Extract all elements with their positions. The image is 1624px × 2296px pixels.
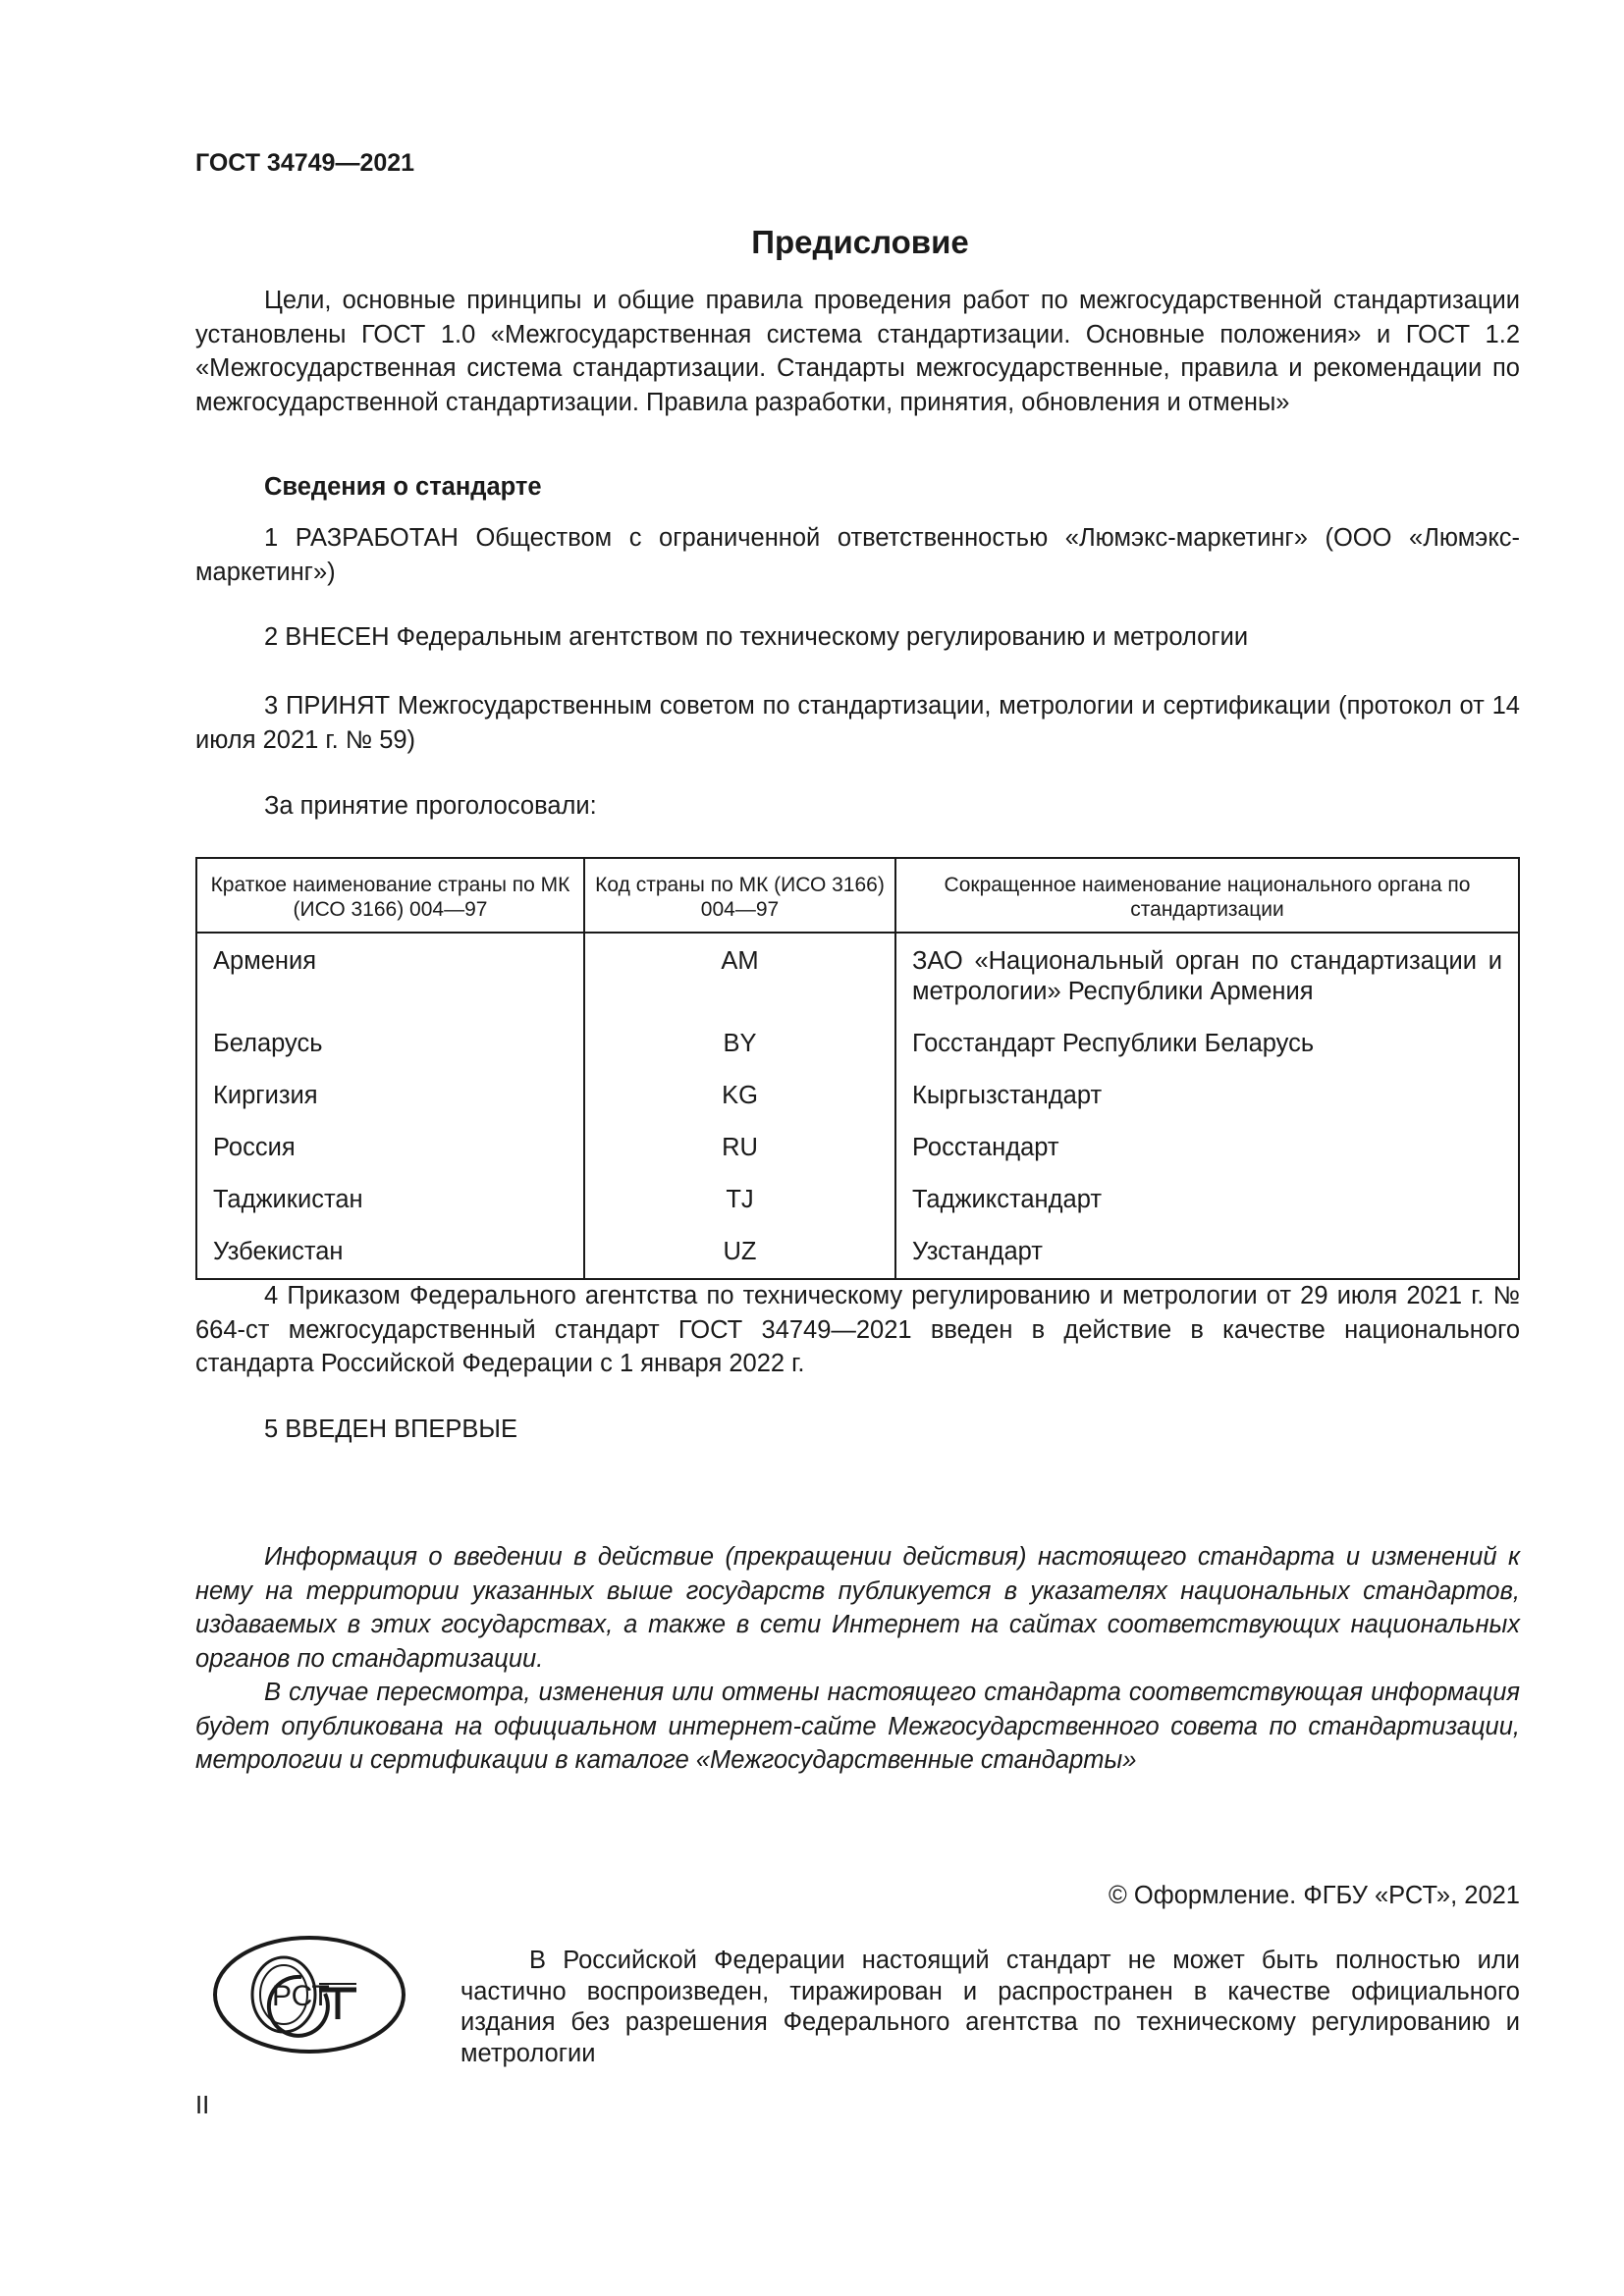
organ-cell: Кыргызстандарт [912, 1082, 1103, 1109]
code-cell: UZ [584, 1234, 895, 1279]
table-row [196, 1234, 1519, 1279]
code-cell: AM [584, 933, 895, 1026]
column-header-country: Краткое наименование страны по МК (ИСО 3166) 004—97 [196, 858, 584, 933]
organ-cell: ЗАО «Национальный орган по стандартизации и метрологии» Республики Армения [912, 947, 1502, 1005]
country-cell: Армения [196, 933, 584, 1026]
table-header-row [196, 858, 1519, 933]
table-row [196, 1026, 1519, 1078]
italic-revision-paragraph: В случае пересмотра, изменения или отмены настоящего стандарта соответствующая информация будет опубликована на официальном интернет-сайте Межгосударственного совета по стандартизации, метрологии и сертификации в каталоге «Межгосударственные стандарты» [195, 1679, 1520, 1774]
intro-paragraph: Цели, основные принципы и общие правила проведения работ по межгосударственной стандартизации установлены ГОСТ 1.0 «Межгосударственная система стандартизации. Основные положения» и ГОСТ 1.2 «Межгосударственная система стандартизации. Стандарты межгосударственные, правила и рекомендации по межгосударственной стандартизации. Правила разработки, принятия, обновления и отмены» [195, 287, 1520, 416]
code-cell: RU [584, 1130, 895, 1182]
organ-cell: Госстандарт Республики Беларусь [912, 1030, 1315, 1057]
country-cell: Россия [196, 1130, 584, 1182]
copyright: © Оформление. ФГБУ «РСТ», 2021 [1109, 1882, 1520, 1909]
code-cell: KG [584, 1078, 895, 1130]
info-heading: Сведения о стандарте [264, 473, 542, 501]
organ-cell: Росстандарт [912, 1134, 1059, 1161]
item-first-introduced: 5 ВВЕДЕН ВПЕРВЫЕ [264, 1415, 518, 1443]
table-row [196, 1130, 1519, 1182]
standard-code: ГОСТ 34749—2021 [195, 149, 415, 177]
page-number: II [195, 2092, 210, 2119]
rst-logo-icon [211, 1933, 407, 2056]
page-title: Предисловие [751, 224, 969, 260]
column-header-organ: Сокращенное наименование национального органа по стандартизации [895, 858, 1519, 933]
item-enacted: 4 Приказом Федерального агентства по техническому регулированию и метрологии от 29 июля 2021 г. № 664-ст межгосударственный стандарт ГОСТ 34749—2021 введен в действие в качестве национального стандарта Российской Федерации с 1 января 2022 г. [195, 1282, 1520, 1377]
voting-table [195, 857, 1520, 1280]
country-cell: Беларусь [196, 1026, 584, 1078]
organ-cell: Узстандарт [912, 1238, 1043, 1265]
organ-cell: Таджикстандарт [912, 1186, 1103, 1213]
code-cell: TJ [584, 1182, 895, 1234]
country-cell: Узбекистан [196, 1234, 584, 1279]
country-cell: Киргизия [196, 1078, 584, 1130]
code-cell: BY [584, 1026, 895, 1078]
table-row [196, 933, 1519, 1026]
table-row [196, 1182, 1519, 1234]
item-submitted: 2 ВНЕСЕН Федеральным агентством по техническому регулированию и метрологии [264, 623, 1249, 651]
item-developed: 1 РАЗРАБОТАН Обществом с ограниченной ответственностью «Люмэкс-маркетинг» (ООО «Люмэкс-маркетинг») [195, 524, 1520, 586]
copyright-notice: В Российской Федерации настоящий стандарт не может быть полностью или частично воспроизведен, тиражирован и распространен в качестве официального издания без разрешения Федерального агентства по техническому регулированию и метрологии [460, 1947, 1520, 2067]
table-row [196, 1078, 1519, 1130]
logo-text: РСТ [272, 1980, 330, 2012]
voted-label: За принятие проголосовали: [264, 792, 597, 820]
italic-info-paragraph: Информация о введении в действие (прекращении действия) настоящего стандарта и изменений к нему на территории указанных выше государств публикуется в указателях национальных стандартов, издаваемых в этих государствах, а также в сети Интернет на сайтах соответствующих национальных органов по стандартизации. [195, 1543, 1520, 1673]
country-cell: Таджикистан [196, 1182, 584, 1234]
item-adopted: 3 ПРИНЯТ Межгосударственным советом по стандартизации, метрологии и сертификации (протокол от 14 июля 2021 г. № 59) [195, 692, 1520, 754]
column-header-code: Код страны по МК (ИСО 3166) 004—97 [584, 858, 895, 933]
